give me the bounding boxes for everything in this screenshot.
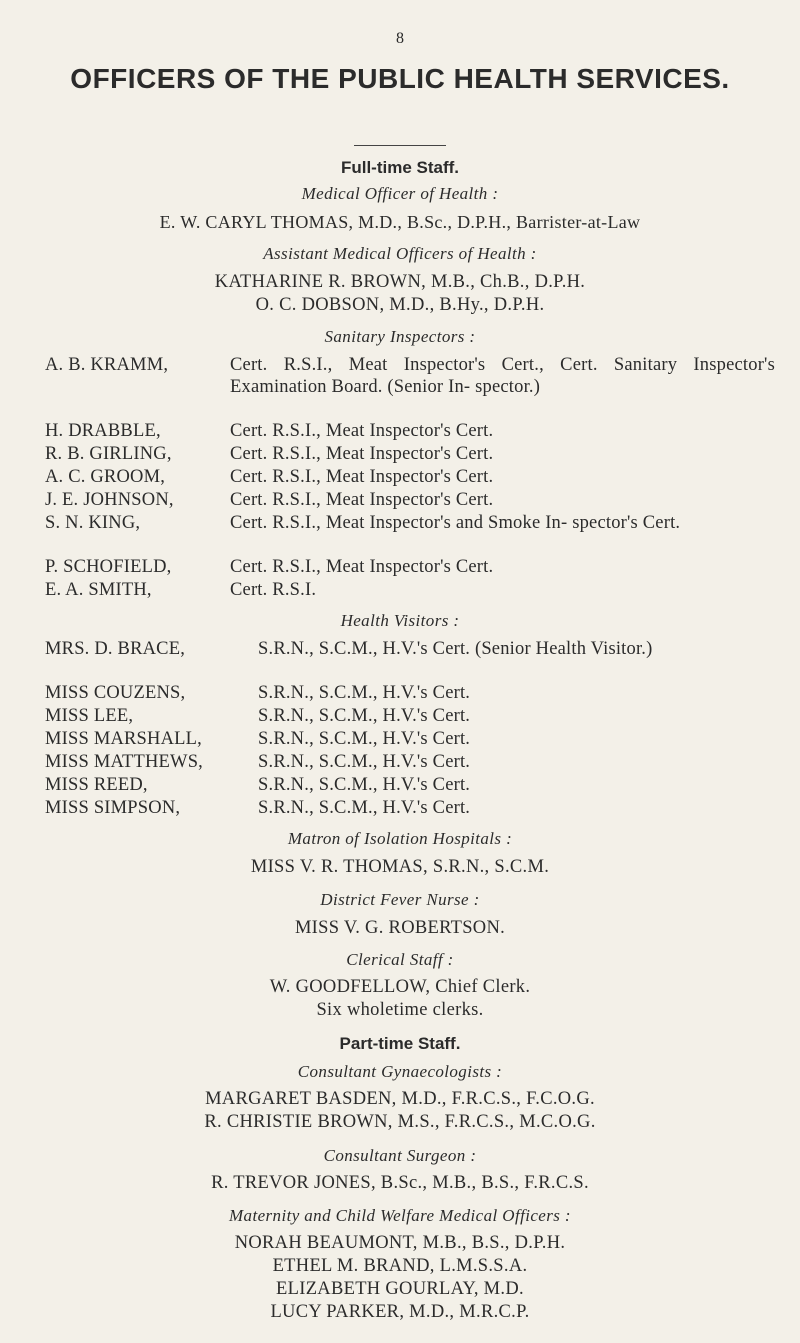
amoh-name-2: O. C. DOBSON, M.D., B.Hy., D.P.H. (255, 295, 545, 315)
inspector-name: E. A. SMITH, (45, 580, 152, 600)
visitor-name: MRS. D. BRACE, (45, 639, 186, 659)
visitor-name: MISS MATTHEWS, (45, 752, 204, 772)
surgeon-name: R. TREVOR JONES, B.Sc., M.B., B.S., F.R.C.S. (211, 1173, 589, 1193)
fever-nurse-label: District Fever Nurse : (320, 890, 480, 909)
visitor-name: MISS COUZENS, (45, 683, 186, 703)
fever-nurse-name: MISS V. G. ROBERTSON. (294, 918, 506, 938)
visitor-name: MISS LEE, (45, 706, 134, 726)
mcw-officer-2: ETHEL M. BRAND, L.M.S.S.A. (272, 1256, 528, 1276)
matron-name: MISS V. R. THOMAS, S.R.N., S.C.M. (250, 857, 550, 877)
amoh-name-1: KATHARINE R. BROWN, M.B., Ch.B., D.P.H. (214, 272, 586, 292)
visitor-qualifications: S.R.N., S.C.M., H.V.'s Cert. (258, 683, 471, 703)
mcw-officers-label: Maternity and Child Welfare Medical Officers : (229, 1206, 571, 1225)
inspector-qualifications: Cert. R.S.I., Meat Inspector's Cert. (230, 490, 494, 510)
moh-label: Medical Officer of Health : (301, 184, 499, 203)
gynaecologists-label: Consultant Gynaecologists : (297, 1062, 503, 1081)
inspector-qualifications: Cert. R.S.I., Meat Inspector's Cert. (230, 444, 494, 464)
visitor-qualifications: S.R.N., S.C.M., H.V.'s Cert. (258, 798, 471, 818)
inspector-name: H. DRABBLE, (45, 421, 161, 441)
inspector-name: R. B. GIRLING, (45, 444, 172, 464)
visitor-qualifications: S.R.N., S.C.M., H.V.'s Cert. (258, 706, 471, 726)
parttime-heading: Part-time Staff. (339, 1034, 461, 1053)
visitor-qualifications: S.R.N., S.C.M., H.V.'s Cert. (258, 729, 471, 749)
chief-clerk: W. GOODFELLOW, Chief Clerk. (269, 977, 531, 997)
page-title: OFFICERS OF THE PUBLIC HEALTH SERVICES. (70, 63, 730, 94)
matron-label: Matron of Isolation Hospitals : (287, 829, 513, 848)
visitor-name: MISS REED, (45, 775, 148, 795)
visitor-qualifications: S.R.N., S.C.M., H.V.'s Cert. (258, 752, 471, 772)
mcw-officer-4: LUCY PARKER, M.D., M.R.C.P. (270, 1302, 530, 1322)
fulltime-heading: Full-time Staff. (340, 158, 460, 177)
visitor-name: MISS SIMPSON, (45, 798, 181, 818)
inspector-qualifications: Cert. R.S.I., Meat Inspector's Cert. (230, 467, 494, 487)
inspector-name: J. E. JOHNSON, (45, 490, 174, 510)
amoh-label: Assistant Medical Officers of Health : (263, 244, 537, 263)
inspector-qualifications: Cert. R.S.I., Meat Inspector's Cert. (230, 557, 494, 577)
inspector-name: A. B. KRAMM, (45, 355, 169, 375)
visitor-qualifications: S.R.N., S.C.M., H.V.'s Cert. (Senior Health Visitor.) (258, 639, 653, 659)
inspector-qualifications: Cert. R.S.I., Meat Inspector's and Smoke In- spector's Cert. (230, 513, 681, 533)
visitors-label: Health Visitors : (340, 611, 460, 630)
inspector-name: A. C. GROOM, (45, 467, 166, 487)
visitor-qualifications: S.R.N., S.C.M., H.V.'s Cert. (258, 775, 471, 795)
visitor-name: MISS MARSHALL, (45, 729, 202, 749)
surgeon-label: Consultant Surgeon : (323, 1146, 477, 1165)
inspector-qualifications: Cert. R.S.I. (230, 580, 317, 600)
inspector-qualifications: Cert. R.S.I., Meat Inspector's Cert., Cert. Sanitary Inspector's Examination Board. (Senior In- spector.) (230, 355, 775, 397)
gynaecologist-name-2: R. CHRISTIE BROWN, M.S., F.R.C.S., M.C.O.G. (204, 1112, 596, 1132)
inspectors-label: Sanitary Inspectors : (324, 327, 476, 346)
page-number: 8 (396, 30, 404, 47)
inspector-name: P. SCHOFIELD, (45, 557, 172, 577)
moh-name: E. W. CARYL THOMAS, M.D., B.Sc., D.P.H., Barrister-at-Law (159, 212, 641, 232)
mcw-officer-3: ELIZABETH GOURLAY, M.D. (276, 1279, 524, 1299)
title-divider (354, 145, 446, 146)
clerks-note: Six wholetime clerks. (316, 1000, 484, 1020)
gynaecologist-name-1: MARGARET BASDEN, M.D., F.R.C.S., F.C.O.G. (205, 1089, 595, 1109)
mcw-officer-1: NORAH BEAUMONT, M.B., B.S., D.P.H. (234, 1233, 566, 1253)
inspector-qualifications: Cert. R.S.I., Meat Inspector's Cert. (230, 421, 494, 441)
inspector-name: S. N. KING, (45, 513, 141, 533)
clerical-label: Clerical Staff : (346, 950, 454, 969)
